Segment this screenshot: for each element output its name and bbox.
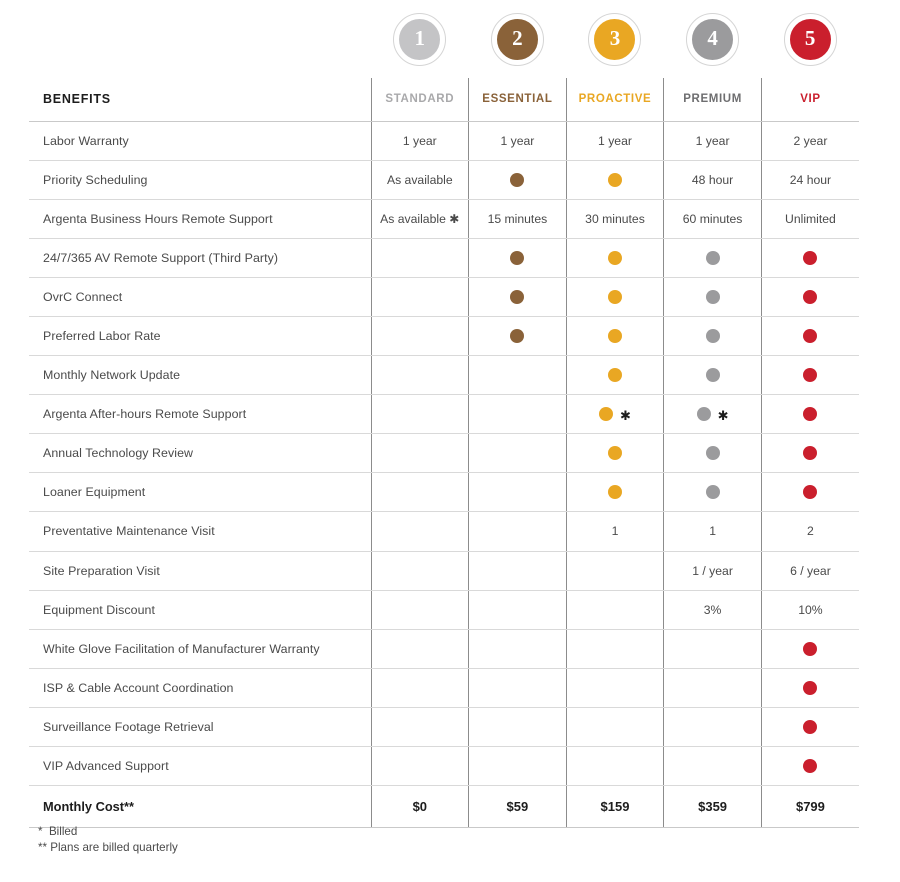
benefit-cell-vip <box>761 356 859 395</box>
cell-content <box>762 759 859 773</box>
cell-content <box>762 681 859 695</box>
footnote-asterisk: ✱ <box>620 407 631 423</box>
benefit-cell-premium: 1 <box>664 512 762 551</box>
benefit-cell-vip: Unlimited <box>761 199 859 238</box>
benefit-cell-proactive <box>566 238 664 277</box>
footnotes <box>38 824 178 857</box>
plan-badge-cell-proactive <box>566 0 664 78</box>
plan-number-label: 1 <box>414 25 426 50</box>
benefit-cell-proactive <box>566 160 664 199</box>
included-dot-icon <box>608 485 622 499</box>
benefit-cell-standard <box>371 590 469 629</box>
benefit-cell-proactive <box>566 434 664 473</box>
benefit-cell-vip <box>761 395 859 434</box>
table-row <box>29 629 859 668</box>
included-dot-icon <box>803 720 817 734</box>
benefit-cell-proactive <box>566 629 664 668</box>
cell-content <box>762 329 859 343</box>
monthly-cost-vip: $799 <box>761 786 859 828</box>
plan-badge-cell-standard <box>371 0 469 78</box>
included-dot-icon <box>599 407 613 421</box>
benefit-label: Surveillance Footage Retrieval <box>29 707 371 746</box>
benefit-cell-vip <box>761 629 859 668</box>
monthly-cost-premium: $359 <box>664 786 762 828</box>
benefit-cell-essential <box>469 395 567 434</box>
monthly-cost-essential: $59 <box>469 786 567 828</box>
benefit-cell-essential: 15 minutes <box>469 199 567 238</box>
benefit-cell-premium <box>664 395 762 434</box>
included-dot-icon <box>706 446 720 460</box>
benefit-label: Argenta After-hours Remote Support <box>29 395 371 434</box>
cell-content <box>567 407 664 421</box>
cell-content <box>469 251 566 265</box>
benefit-cell-proactive: 30 minutes <box>566 199 664 238</box>
included-dot-icon <box>608 329 622 343</box>
included-dot-icon <box>706 290 720 304</box>
cell-content <box>664 290 761 304</box>
benefit-cell-essential <box>469 473 567 512</box>
cell-content <box>567 329 664 343</box>
plan-number-label: 4 <box>707 25 718 50</box>
benefit-label: Argenta Business Hours Remote Support <box>29 199 371 238</box>
benefit-cell-standard: As available <box>371 160 469 199</box>
benefit-cell-premium: 60 minutes <box>664 199 762 238</box>
benefit-cell-vip: 2 year <box>761 121 859 160</box>
cell-content <box>664 251 761 265</box>
benefit-cell-standard: As available ✱ <box>371 199 469 238</box>
benefit-cell-proactive <box>566 668 664 707</box>
included-dot-icon <box>803 407 817 421</box>
benefit-cell-vip <box>761 316 859 355</box>
benefit-cell-premium <box>664 668 762 707</box>
included-dot-icon <box>510 290 524 304</box>
included-dot-icon <box>706 251 720 265</box>
benefit-cell-premium <box>664 277 762 316</box>
benefit-cell-essential <box>469 316 567 355</box>
benefit-cell-premium <box>664 316 762 355</box>
table-row <box>29 160 859 199</box>
benefit-cell-standard <box>371 238 469 277</box>
benefit-cell-essential <box>469 629 567 668</box>
column-header-proactive: PROACTIVE <box>566 78 664 121</box>
benefit-cell-premium: 1 / year <box>664 551 762 590</box>
benefit-cell-essential <box>469 356 567 395</box>
included-dot-icon <box>697 407 711 421</box>
cell-content <box>664 368 761 382</box>
benefit-cell-proactive <box>566 473 664 512</box>
included-dot-icon <box>803 329 817 343</box>
benefit-cell-essential <box>469 512 567 551</box>
plan-badge-cell-vip <box>761 0 859 78</box>
benefit-label: Preventative Maintenance Visit <box>29 512 371 551</box>
table-body <box>29 121 859 786</box>
benefit-cell-vip <box>761 668 859 707</box>
plan-number-label: 3 <box>609 25 621 50</box>
benefit-cell-vip <box>761 747 859 786</box>
monthly-cost-row <box>29 786 859 828</box>
benefit-cell-proactive <box>566 551 664 590</box>
cell-content <box>762 446 859 460</box>
cell-content <box>567 485 664 499</box>
included-dot-icon <box>803 681 817 695</box>
included-dot-icon <box>510 173 524 187</box>
benefit-cell-essential <box>469 551 567 590</box>
cell-content <box>762 251 859 265</box>
table-foot <box>29 786 859 828</box>
benefit-cell-proactive <box>566 707 664 746</box>
cell-content <box>469 290 566 304</box>
benefit-label: Loaner Equipment <box>29 473 371 512</box>
included-dot-icon <box>608 251 622 265</box>
column-header-vip: VIP <box>761 78 859 121</box>
cell-content <box>762 290 859 304</box>
table-row <box>29 395 859 434</box>
benefit-cell-essential <box>469 434 567 473</box>
included-dot-icon <box>803 642 817 656</box>
cell-content <box>567 446 664 460</box>
benefit-cell-standard <box>371 277 469 316</box>
benefit-cell-essential <box>469 590 567 629</box>
benefit-label: OvrC Connect <box>29 277 371 316</box>
benefit-cell-standard <box>371 629 469 668</box>
table-row <box>29 512 859 551</box>
benefit-label: Priority Scheduling <box>29 160 371 199</box>
benefit-label: VIP Advanced Support <box>29 747 371 786</box>
cell-content <box>664 485 761 499</box>
benefit-cell-vip <box>761 434 859 473</box>
included-dot-icon <box>803 485 817 499</box>
benefit-cell-standard <box>371 707 469 746</box>
benefit-cell-proactive <box>566 277 664 316</box>
benefit-cell-proactive <box>566 395 664 434</box>
benefit-cell-premium <box>664 707 762 746</box>
benefit-cell-vip: 10% <box>761 590 859 629</box>
benefit-cell-essential <box>469 277 567 316</box>
benefit-cell-essential <box>469 707 567 746</box>
benefit-cell-proactive <box>566 356 664 395</box>
plan-badge-row <box>371 0 859 78</box>
cell-content <box>469 329 566 343</box>
table-row <box>29 238 859 277</box>
cell-content <box>762 368 859 382</box>
plan-number-badge <box>396 16 443 63</box>
cell-content <box>762 720 859 734</box>
benefit-cell-premium <box>664 356 762 395</box>
cell-content <box>567 173 664 187</box>
benefit-cell-standard <box>371 316 469 355</box>
included-dot-icon <box>706 485 720 499</box>
benefit-cell-standard <box>371 473 469 512</box>
benefit-label: Annual Technology Review <box>29 434 371 473</box>
benefit-cell-premium <box>664 747 762 786</box>
benefit-cell-proactive <box>566 590 664 629</box>
footnote-line: ** Plans are billed quarterly <box>38 841 178 855</box>
benefit-label: 24/7/365 AV Remote Support (Third Party) <box>29 238 371 277</box>
benefit-cell-vip <box>761 277 859 316</box>
included-dot-icon <box>706 368 720 382</box>
included-dot-icon <box>803 368 817 382</box>
plan-number-badge <box>787 16 834 63</box>
benefit-cell-premium <box>664 473 762 512</box>
cell-content <box>664 329 761 343</box>
benefit-label: Site Preparation Visit <box>29 551 371 590</box>
included-dot-icon <box>510 251 524 265</box>
benefit-cell-proactive <box>566 316 664 355</box>
benefit-cell-standard: 1 year <box>371 121 469 160</box>
table-row <box>29 473 859 512</box>
table-row <box>29 707 859 746</box>
table-row <box>29 551 859 590</box>
table-row <box>29 590 859 629</box>
monthly-cost-standard: $0 <box>371 786 469 828</box>
benefit-cell-proactive: 1 <box>566 512 664 551</box>
table-row <box>29 434 859 473</box>
cell-content <box>567 251 664 265</box>
benefit-label: Preferred Labor Rate <box>29 316 371 355</box>
benefit-cell-essential: 1 year <box>469 121 567 160</box>
cell-content <box>762 485 859 499</box>
included-dot-icon <box>803 759 817 773</box>
included-dot-icon <box>510 329 524 343</box>
table-row <box>29 747 859 786</box>
plan-badge-cell-premium <box>664 0 762 78</box>
cell-content <box>664 446 761 460</box>
benefit-label: Monthly Network Update <box>29 356 371 395</box>
monthly-cost-proactive: $159 <box>566 786 664 828</box>
benefit-label: White Glove Facilitation of Manufacturer Warranty <box>29 629 371 668</box>
plan-number-label: 2 <box>512 25 523 50</box>
benefit-cell-standard <box>371 668 469 707</box>
table-row <box>29 121 859 160</box>
benefit-cell-essential <box>469 668 567 707</box>
footnote-line: * Billed <box>38 825 78 838</box>
included-dot-icon <box>706 329 720 343</box>
included-dot-icon <box>803 251 817 265</box>
benefit-cell-proactive: 1 year <box>566 121 664 160</box>
table-row <box>29 277 859 316</box>
benefit-cell-vip <box>761 473 859 512</box>
table-row <box>29 668 859 707</box>
cell-content <box>762 407 859 421</box>
included-dot-icon <box>803 446 817 460</box>
column-header-benefits: BENEFITS <box>29 78 371 121</box>
benefit-cell-vip <box>761 238 859 277</box>
plan-badge-cell-essential <box>469 0 567 78</box>
monthly-cost-label: Monthly Cost** <box>29 786 371 828</box>
column-header-standard: STANDARD <box>371 78 469 121</box>
benefit-cell-premium <box>664 238 762 277</box>
plan-number-badge <box>494 16 541 63</box>
column-header-premium: PREMIUM <box>664 78 762 121</box>
benefit-cell-essential <box>469 160 567 199</box>
benefit-cell-standard <box>371 551 469 590</box>
plan-number-badge <box>689 16 736 63</box>
benefit-cell-premium: 3% <box>664 590 762 629</box>
cell-content <box>469 173 566 187</box>
benefit-cell-standard <box>371 356 469 395</box>
benefit-cell-premium: 1 year <box>664 121 762 160</box>
benefit-cell-proactive <box>566 747 664 786</box>
plan-number-label: 5 <box>804 25 816 50</box>
benefit-cell-standard <box>371 512 469 551</box>
benefit-cell-essential <box>469 747 567 786</box>
cell-content <box>762 642 859 656</box>
benefit-cell-premium <box>664 629 762 668</box>
cell-content <box>567 290 664 304</box>
benefit-cell-vip: 2 <box>761 512 859 551</box>
benefit-cell-premium: 48 hour <box>664 160 762 199</box>
benefit-cell-standard <box>371 434 469 473</box>
benefits-comparison-table <box>29 78 859 828</box>
benefit-cell-vip: 24 hour <box>761 160 859 199</box>
included-dot-icon <box>608 173 622 187</box>
included-dot-icon <box>608 446 622 460</box>
table-row <box>29 199 859 238</box>
benefit-label: Labor Warranty <box>29 121 371 160</box>
table-head <box>29 78 859 121</box>
plan-number-badge <box>591 16 638 63</box>
benefit-cell-standard <box>371 395 469 434</box>
cell-content <box>567 368 664 382</box>
benefit-label: Equipment Discount <box>29 590 371 629</box>
table-row <box>29 316 859 355</box>
included-dot-icon <box>608 368 622 382</box>
footnote-asterisk: ✱ <box>717 407 729 423</box>
included-dot-icon <box>803 290 817 304</box>
table-row <box>29 356 859 395</box>
column-header-essential: ESSENTIAL <box>469 78 567 121</box>
benefit-cell-premium <box>664 434 762 473</box>
benefit-label: ISP & Cable Account Coordination <box>29 668 371 707</box>
benefit-cell-vip <box>761 707 859 746</box>
included-dot-icon <box>608 290 622 304</box>
table-header-row <box>29 78 859 121</box>
benefit-cell-standard <box>371 747 469 786</box>
cell-content <box>664 407 761 421</box>
benefit-cell-essential <box>469 238 567 277</box>
benefit-cell-vip: 6 / year <box>761 551 859 590</box>
